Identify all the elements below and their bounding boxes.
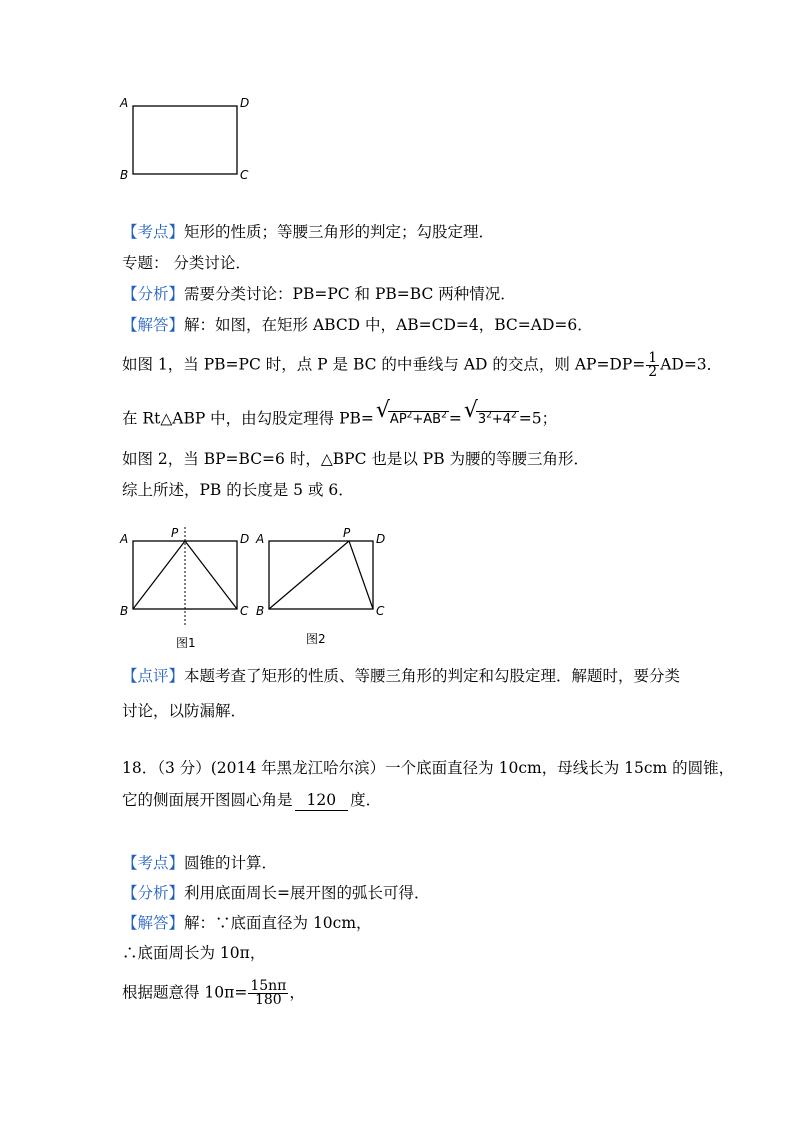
equation-line [122,980,305,1007]
eq-post: ， [289,983,305,1002]
jieda-1-tag: 【解答】 [122,316,185,334]
case2 [122,449,589,469]
figure-1 [118,525,258,653]
fig2-label-d: D [376,532,386,546]
fig2-segment-pb [269,541,349,609]
fenxi-1 [122,284,516,304]
fenxi-2 [122,883,430,903]
fraction-half [646,352,659,379]
fig2-label-b: B [256,604,265,618]
case1-pre: 如图 1，当 PB=PC 时，点 P 是 BC 的中垂线与 AD 的交点，则 AP=DP= [122,355,646,374]
q18-text-2-post: 度． [350,791,382,809]
dianping-tag: 【点评】 [122,667,185,685]
jieda-1 [122,315,593,335]
sqrt-2: √ $3^2+4^2$ [463,398,517,428]
sqrt1-b: +AB [412,412,442,428]
fraction-arc [248,980,288,1007]
kaodian-2-text: 圆锥的计算． [184,854,278,872]
eq-pre: 根据题意得 10π= [122,983,248,1002]
fig1-label-b: B [120,604,129,618]
figure-2 [254,525,394,653]
jieda-2 [122,913,372,933]
case1-post: AD=3． [660,355,723,374]
fig2-caption: 图2 [306,632,326,646]
label-c: C [240,168,249,182]
summary [122,480,354,500]
kaodian-2-tag: 【考点】 [122,854,185,872]
q18-line2 [122,790,381,811]
fig1-segment-pc [185,541,237,609]
label-a: A [120,96,129,110]
label-b: B [120,168,129,182]
case2-text: 如图 2，当 BP=BC=6 时，△BPC 也是以 PB 为腰的等腰三角形． [122,450,590,468]
rt-mid: = [448,409,462,428]
rectangle-figure [118,92,258,188]
dianping-2 [122,701,246,721]
zhuanti [122,253,251,273]
jieda-2-tag: 【解答】 [122,914,185,932]
sqrt2-a: 3 [477,412,487,428]
q18-text-1: 18．（3 分）(2014 年黑龙江哈尔滨）一个底面直径为 10cm，母线长为 15cm 的圆锥， [122,759,735,777]
kaodian-1-text: 矩形的性质；等腰三角形的判定；勾股定理． [184,223,495,241]
jieda-1-text: 解：如图，在矩形 ABCD 中，AB=CD=4，BC=AD=6． [184,316,593,334]
q18-text-2-pre: 它的侧面展开图圆心角是 [122,791,293,809]
summary-text: 综上所述，PB 的长度是 5 或 6． [122,481,354,499]
fig1-label-d: D [240,532,250,546]
dianping-text-1: 本题考查了矩形的性质、等腰三角形的判定和勾股定理．解题时，要分类 [184,667,681,685]
sqrt2-b: +4 [491,412,512,428]
fraction-half-den: 2 [648,364,658,380]
fig2-segment-pc [349,541,373,609]
therefore-text: ∴底面周长为 10π， [122,944,266,962]
case1 [122,352,722,379]
fig1-segment-pb [133,541,185,609]
rectangle-abcd [133,106,237,174]
q18-answer: 120 [295,790,349,811]
rt-line [122,398,558,430]
sqrt1-a: AP [389,412,407,428]
fenxi-1-tag: 【分析】 [122,285,185,303]
zhuanti-text: 专题： 分类讨论． [122,254,251,272]
sqrt1-b-exp: 2 [441,411,447,421]
fig1-label-c: C [240,604,249,618]
kaodian-2 [122,853,277,873]
dianping-text-2: 讨论，以防漏解． [122,702,247,720]
fraction-arc-den: 180 [254,992,282,1008]
fenxi-2-tag: 【分析】 [122,884,185,902]
kaodian-1 [122,222,494,242]
sqrt1-a-exp: 2 [406,411,413,421]
fig2-rectangle [269,541,373,609]
fraction-half-num: 1 [648,350,658,366]
sqrt-1: √ $AP^2+AB^2$ [375,398,447,428]
label-d: D [240,96,250,110]
sqrt2-a-exp: 2 [486,411,492,421]
therefore-line [122,943,265,963]
q18-line1 [122,758,734,778]
fig1-label-a: A [120,532,129,546]
fig1-caption: 图1 [176,636,196,650]
jieda-2-text: 解：∵底面直径为 10cm， [184,914,372,932]
fig1-label-p: P [171,526,179,540]
rt-post: =5； [518,409,558,428]
kaodian-1-tag: 【考点】 [122,223,185,241]
fig2-label-a: A [256,532,265,546]
fenxi-2-text: 利用底面周长=展开图的弧长可得． [184,884,430,902]
sqrt2-b-exp: 2 [511,411,517,421]
fraction-arc-num: 15nπ [250,978,287,994]
fig2-label-p: P [343,526,351,540]
rt-pre: 在 Rt△ABP 中，由勾股定理得 PB= [122,409,374,428]
fig2-label-c: C [376,604,385,618]
fenxi-1-text: 需要分类讨论：PB=PC 和 PB=BC 两种情况． [184,285,516,303]
dianping-1 [122,666,680,686]
